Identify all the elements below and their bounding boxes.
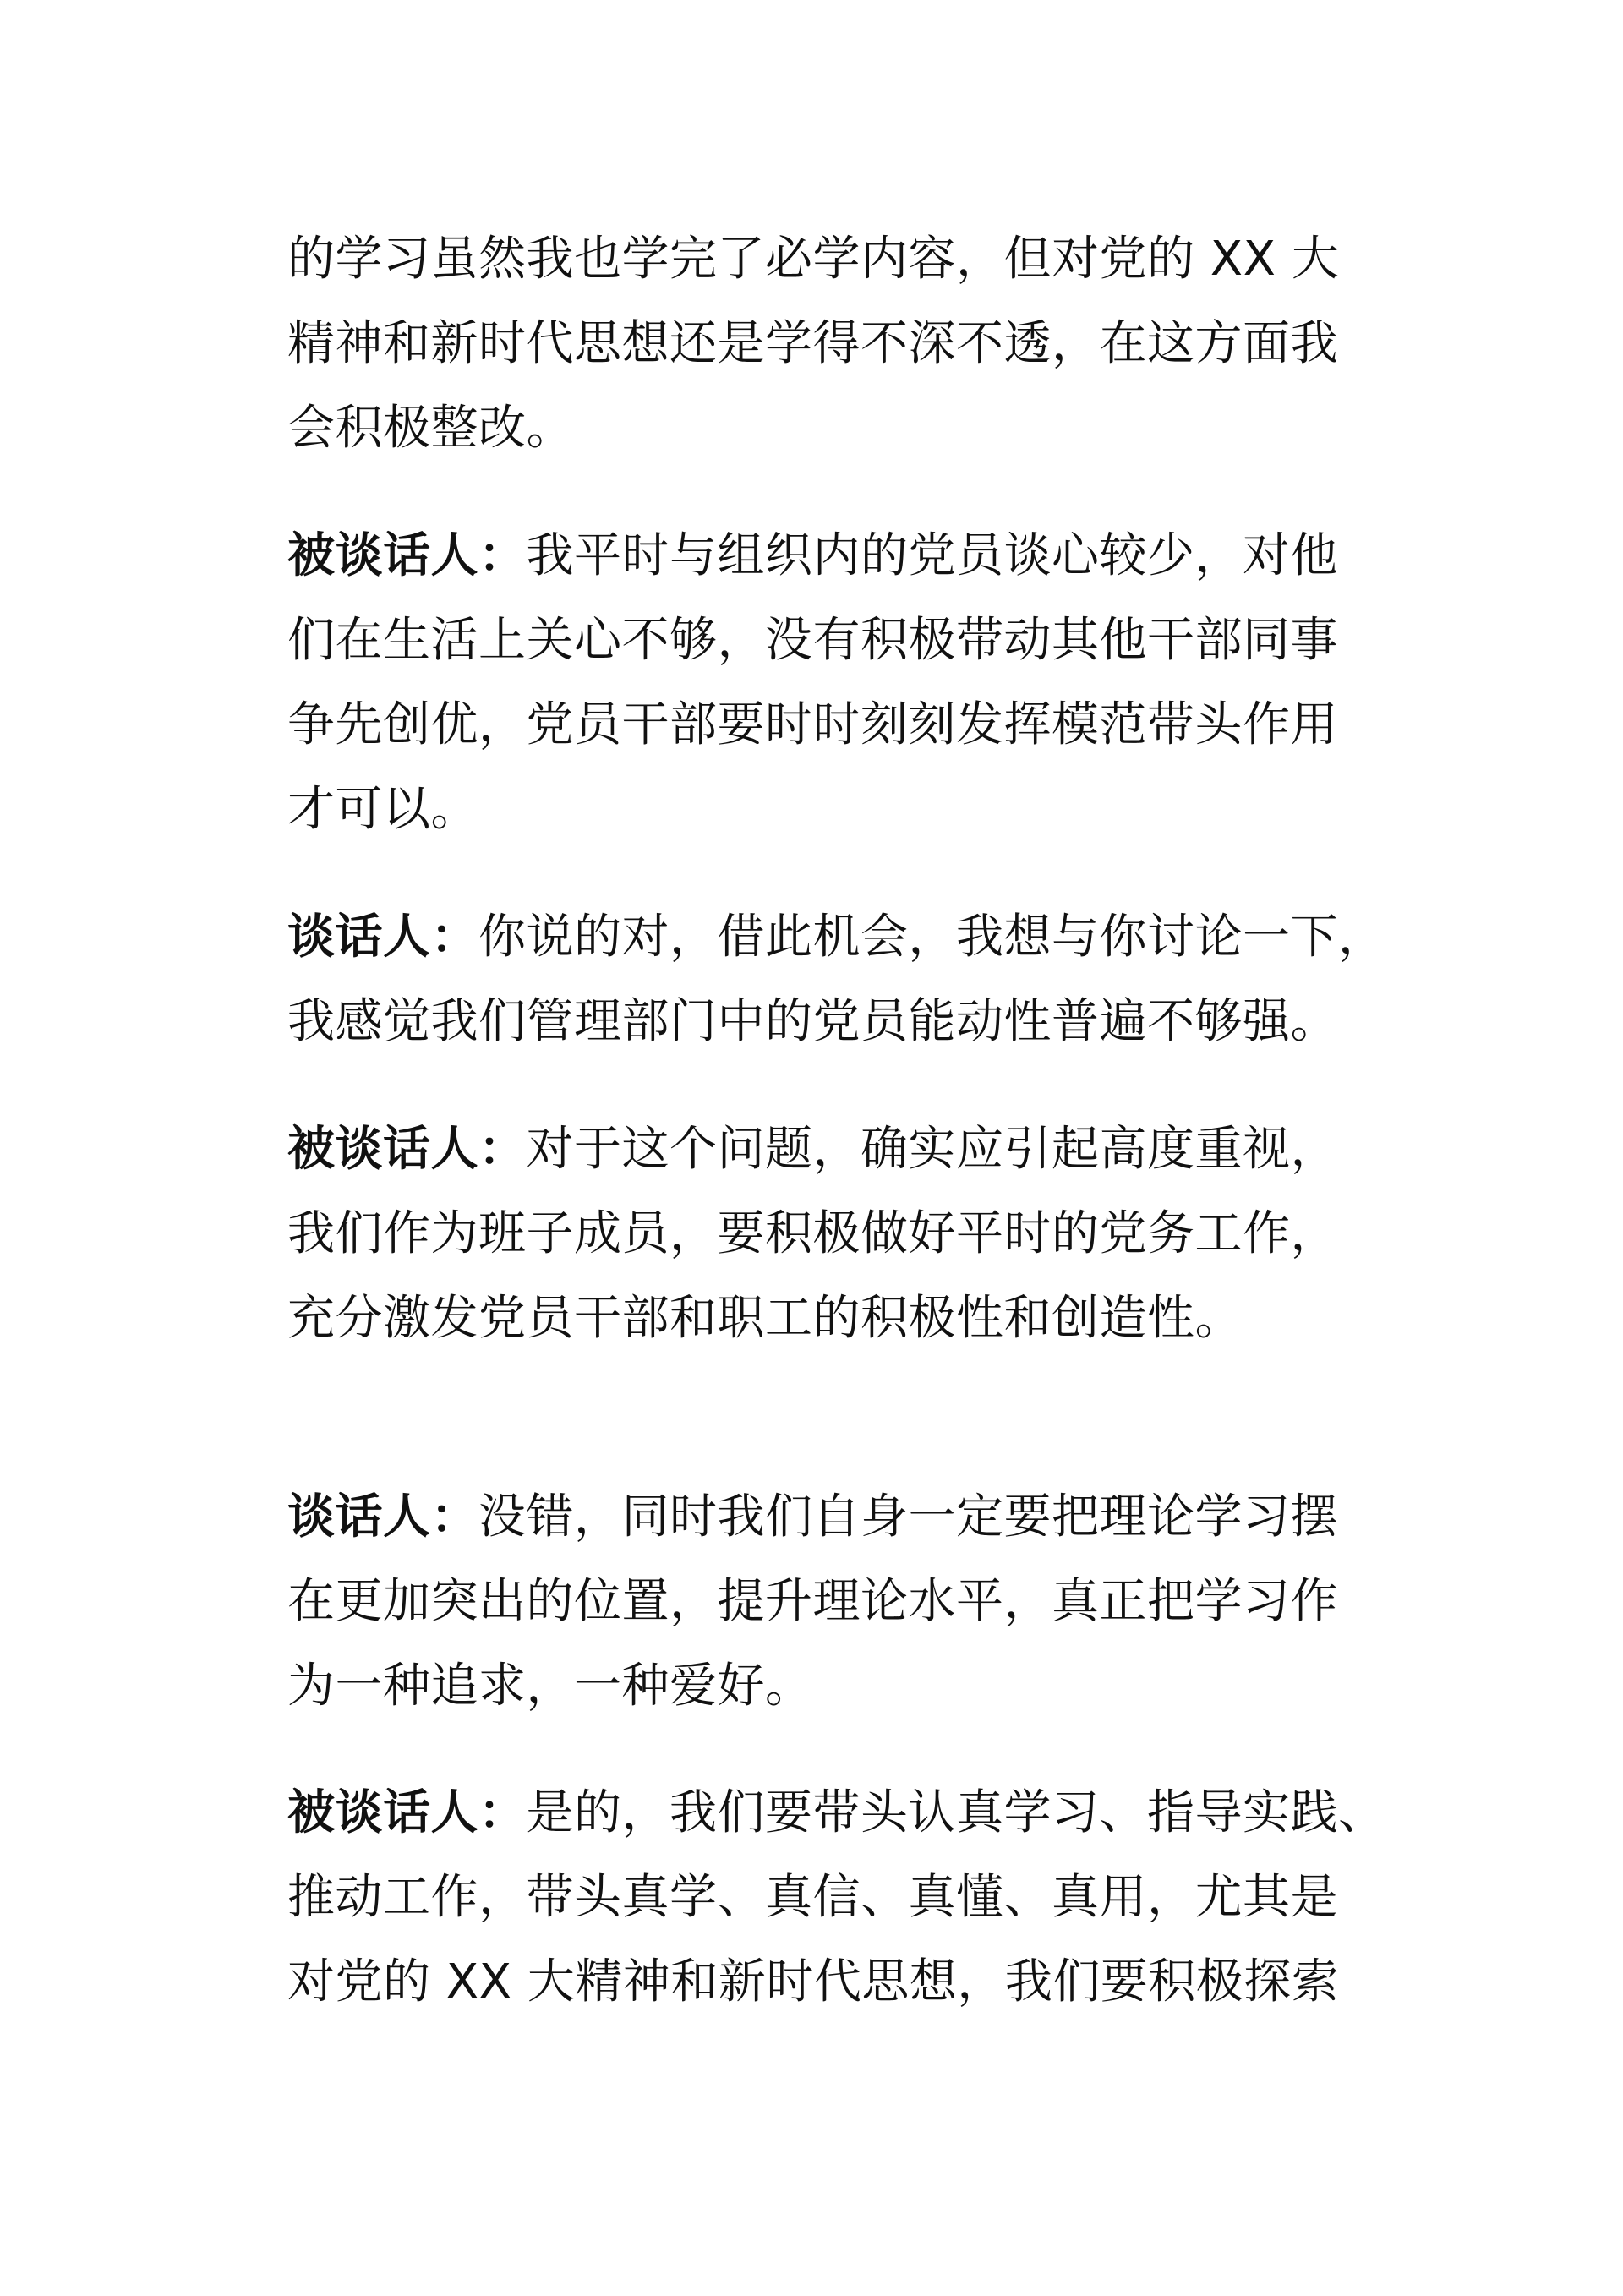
text-segment: 对于这个问题，确实应引起高度重视， xyxy=(526,1122,1338,1177)
text-line: 在更加突出的位置，提升理论水平，真正把学习作 xyxy=(287,1574,1338,1629)
paragraph-interviewee-3 xyxy=(287,1771,1386,2025)
text-line-first xyxy=(287,1107,1336,1192)
text-segment: 你说的对，借此机会，我想与你讨论一下， xyxy=(478,910,1386,965)
text-segment: 没错，同时我们自身一定要把理论学习摆 xyxy=(478,1490,1338,1544)
text-line: 为一种追求，一种爱好。 xyxy=(287,1659,813,1714)
text-line: 推动工作，带头真学、真信、真懂、真用，尤其是 xyxy=(287,1870,1338,1925)
text-line: 会积极整改。 xyxy=(287,401,574,456)
paragraph-continuation xyxy=(287,217,1340,471)
text-line: 精神和新时代思想还是学得不深不透，在这方面我 xyxy=(287,316,1338,371)
speaker-label: 被谈话人： xyxy=(287,1122,527,1177)
paragraph-interviewer-2 xyxy=(287,1475,1336,1729)
text-line-first xyxy=(287,895,1386,980)
text-line: 才可以。 xyxy=(287,782,478,837)
speaker-label: 被谈话人： xyxy=(287,528,527,583)
paragraph-interviewee-2 xyxy=(287,1107,1336,1361)
text-line: 们在生活上关心不够，没有积极带动其他干部同事 xyxy=(287,613,1338,668)
text-line: 的学习虽然我也学完了必学内容，但对党的 XX 大 xyxy=(287,232,1340,287)
text-line-first xyxy=(287,1771,1386,1856)
text-line: 争先创优，党员干部要时时刻刻发挥模范带头作用 xyxy=(287,697,1338,752)
text-line-first xyxy=(287,1475,1336,1560)
text-line: 充分激发党员干部和职工的积极性和创造性。 xyxy=(287,1291,1243,1346)
text-segment: 我平时与组织内的党员谈心较少，对他 xyxy=(526,528,1338,583)
paragraph-interviewee-1 xyxy=(287,514,1336,852)
paragraph-interviewer-1 xyxy=(287,895,1386,1064)
text-segment: 是的，我们要带头认真学习、指导实践、 xyxy=(526,1785,1386,1840)
text-line: 我们作为班子成员，要积极做好平时的党务工作， xyxy=(287,1206,1338,1261)
text-line: 我感觉我们管理部门中的党员能动性普遍不够强。 xyxy=(287,994,1338,1049)
speaker-label: 谈话人： xyxy=(287,1490,478,1544)
speaker-label: 谈话人： xyxy=(287,910,478,965)
text-line-first xyxy=(287,514,1336,599)
speaker-label: 被谈话人： xyxy=(287,1785,527,1840)
text-line: 对党的 XX 大精神和新时代思想，我们要积极探索 xyxy=(287,1954,1340,2009)
